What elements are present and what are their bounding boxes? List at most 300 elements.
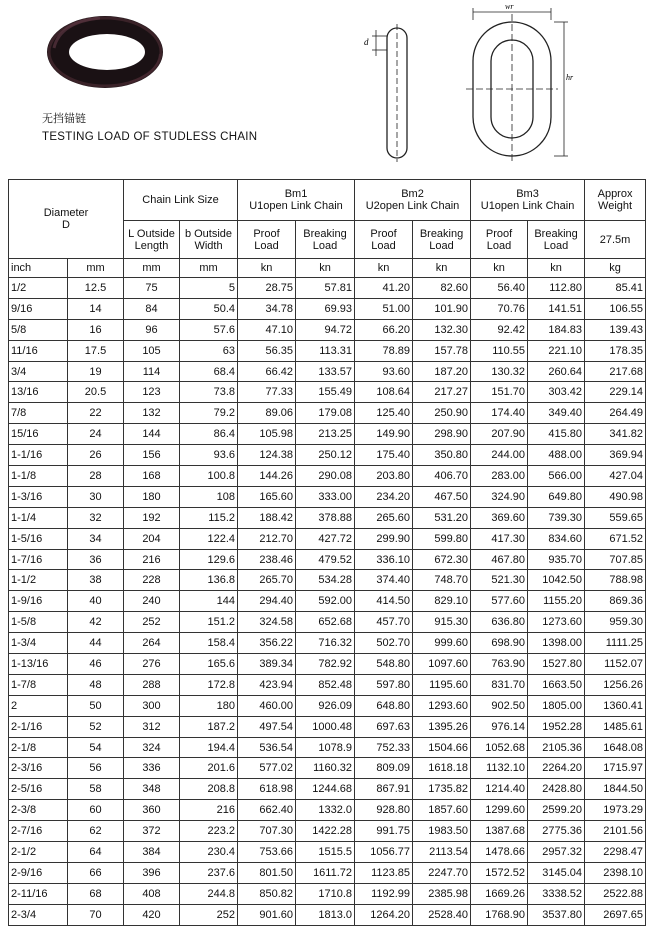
cell-mm: 48 [68, 674, 124, 695]
cell-mm: 40 [68, 591, 124, 612]
cell-weight: 369.94 [585, 445, 646, 466]
cell-weight: 1152.07 [585, 654, 646, 675]
cell-length: 123 [124, 382, 180, 403]
cell-inch: 1-1/16 [9, 445, 68, 466]
cell-width: 100.8 [180, 466, 238, 487]
cell-inch: 2-11/16 [9, 883, 68, 904]
table-row [9, 507, 646, 528]
cell-weight: 2101.56 [585, 821, 646, 842]
cell-width: 115.2 [180, 507, 238, 528]
cell-width: 63 [180, 340, 238, 361]
cell-length: 144 [124, 424, 180, 445]
cell-weight: 1256.26 [585, 674, 646, 695]
cell-bm3-breaking: 2105.36 [528, 737, 585, 758]
cell-bm2-breaking: 187.20 [413, 361, 471, 382]
cell-mm: 17.5 [68, 340, 124, 361]
cell-bm1-proof: 356.22 [238, 633, 296, 654]
cell-bm3-breaking: 349.40 [528, 403, 585, 424]
cell-width: 73.8 [180, 382, 238, 403]
table-row [9, 842, 646, 863]
cell-bm2-proof: 265.60 [355, 507, 413, 528]
cell-mm: 26 [68, 445, 124, 466]
cell-mm: 44 [68, 633, 124, 654]
cell-weight: 85.41 [585, 278, 646, 299]
cell-bm3-proof: 244.00 [471, 445, 528, 466]
cell-mm: 16 [68, 319, 124, 340]
cell-weight: 671.52 [585, 528, 646, 549]
cell-bm2-proof: 809.09 [355, 758, 413, 779]
table-row [9, 591, 646, 612]
cell-weight: 869.36 [585, 591, 646, 612]
cell-bm3-proof: 151.70 [471, 382, 528, 403]
cell-width: 244.8 [180, 883, 238, 904]
cell-mm: 66 [68, 862, 124, 883]
cell-bm2-breaking: 1983.50 [413, 821, 471, 842]
cell-inch: 5/8 [9, 319, 68, 340]
diameter-header: Diameter D [9, 180, 124, 259]
cell-width: 144 [180, 591, 238, 612]
unit-bm2-proof: kn [355, 259, 413, 278]
cell-inch: 1-3/4 [9, 633, 68, 654]
cell-bm1-proof: 47.10 [238, 319, 296, 340]
cell-bm2-proof: 548.80 [355, 654, 413, 675]
cell-length: 324 [124, 737, 180, 758]
table-row [9, 800, 646, 821]
cell-bm3-proof: 130.32 [471, 361, 528, 382]
table-row [9, 904, 646, 925]
cell-bm3-breaking: 649.80 [528, 486, 585, 507]
bm1-proof-header: Proof Load [238, 221, 296, 259]
cell-bm3-proof: 1052.68 [471, 737, 528, 758]
cell-bm1-proof: 850.82 [238, 883, 296, 904]
cell-bm2-breaking: 157.78 [413, 340, 471, 361]
cell-inch: 2-1/16 [9, 716, 68, 737]
cell-bm1-proof: 577.02 [238, 758, 296, 779]
table-row [9, 403, 646, 424]
cell-width: 216 [180, 800, 238, 821]
cell-bm1-breaking: 94.72 [296, 319, 355, 340]
cell-bm2-proof: 867.91 [355, 779, 413, 800]
bm2-header: Bm2 U2open Link Chain [355, 180, 471, 221]
cell-bm2-breaking: 1293.60 [413, 695, 471, 716]
cell-bm2-breaking: 748.70 [413, 570, 471, 591]
cell-length: 84 [124, 298, 180, 319]
cell-inch: 1-5/8 [9, 612, 68, 633]
table-row [9, 883, 646, 904]
cell-width: 57.6 [180, 319, 238, 340]
cell-bm2-proof: 1192.99 [355, 883, 413, 904]
cell-bm2-proof: 928.80 [355, 800, 413, 821]
cell-inch: 2-3/4 [9, 904, 68, 925]
cell-bm2-proof: 149.90 [355, 424, 413, 445]
cell-length: 228 [124, 570, 180, 591]
cell-bm3-proof: 1387.68 [471, 821, 528, 842]
cell-bm2-proof: 93.60 [355, 361, 413, 382]
cell-mm: 62 [68, 821, 124, 842]
cell-bm3-proof: 698.90 [471, 633, 528, 654]
table-row [9, 716, 646, 737]
cell-inch: 13/16 [9, 382, 68, 403]
bm3-header: Bm3 U1open Link Chain [471, 180, 585, 221]
cell-length: 396 [124, 862, 180, 883]
cell-mm: 38 [68, 570, 124, 591]
cell-bm2-breaking: 1097.60 [413, 654, 471, 675]
cell-bm3-breaking: 2599.20 [528, 800, 585, 821]
dim-d-label: d [364, 37, 369, 47]
cell-bm2-proof: 66.20 [355, 319, 413, 340]
cell-bm1-breaking: 213.25 [296, 424, 355, 445]
cell-bm3-breaking: 1273.60 [528, 612, 585, 633]
cell-bm1-breaking: 1000.48 [296, 716, 355, 737]
cell-length: 156 [124, 445, 180, 466]
cell-bm3-breaking: 415.80 [528, 424, 585, 445]
cell-bm1-proof: 34.78 [238, 298, 296, 319]
cell-bm2-breaking: 250.90 [413, 403, 471, 424]
cell-bm1-proof: 901.60 [238, 904, 296, 925]
cell-bm3-breaking: 488.00 [528, 445, 585, 466]
cell-bm1-proof: 265.70 [238, 570, 296, 591]
cell-width: 68.4 [180, 361, 238, 382]
cell-bm3-breaking: 2264.20 [528, 758, 585, 779]
cell-inch: 2-9/16 [9, 862, 68, 883]
width-header: b Outside Width [180, 221, 238, 259]
bm1-breaking-header: Breaking Load [296, 221, 355, 259]
cell-bm3-proof: 1478.66 [471, 842, 528, 863]
cell-bm2-proof: 697.63 [355, 716, 413, 737]
cell-weight: 2298.47 [585, 842, 646, 863]
cell-bm3-breaking: 1398.00 [528, 633, 585, 654]
cell-bm2-breaking: 101.90 [413, 298, 471, 319]
side-view [372, 24, 407, 162]
cell-mm: 58 [68, 779, 124, 800]
table-row [9, 758, 646, 779]
cell-bm3-breaking: 566.00 [528, 466, 585, 487]
cell-inch: 2-1/8 [9, 737, 68, 758]
cell-weight: 959.30 [585, 612, 646, 633]
cell-bm1-breaking: 652.68 [296, 612, 355, 633]
cell-bm1-proof: 28.75 [238, 278, 296, 299]
cell-length: 168 [124, 466, 180, 487]
cell-bm1-breaking: 1611.72 [296, 862, 355, 883]
cell-width: 165.6 [180, 654, 238, 675]
cell-bm2-proof: 299.90 [355, 528, 413, 549]
cell-bm2-proof: 1264.20 [355, 904, 413, 925]
cell-bm3-breaking: 1952.28 [528, 716, 585, 737]
cell-length: 204 [124, 528, 180, 549]
cell-bm1-breaking: 113.31 [296, 340, 355, 361]
cell-bm1-proof: 165.60 [238, 486, 296, 507]
table-row [9, 382, 646, 403]
cell-mm: 19 [68, 361, 124, 382]
unit-mm: mm [68, 259, 124, 278]
cell-bm3-breaking: 1527.80 [528, 654, 585, 675]
cell-bm2-proof: 648.80 [355, 695, 413, 716]
cell-bm1-proof: 460.00 [238, 695, 296, 716]
cell-weight: 1111.25 [585, 633, 646, 654]
units-row [9, 259, 646, 278]
cell-bm3-breaking: 303.42 [528, 382, 585, 403]
cell-bm3-breaking: 2775.36 [528, 821, 585, 842]
cell-bm2-proof: 108.64 [355, 382, 413, 403]
cell-length: 276 [124, 654, 180, 675]
cell-bm2-proof: 752.33 [355, 737, 413, 758]
cell-bm1-breaking: 1078.9 [296, 737, 355, 758]
cell-width: 172.8 [180, 674, 238, 695]
cell-bm2-breaking: 1735.82 [413, 779, 471, 800]
cell-width: 93.6 [180, 445, 238, 466]
cell-inch: 15/16 [9, 424, 68, 445]
table-row [9, 821, 646, 842]
bm2-breaking-header: Breaking Load [413, 221, 471, 259]
cell-inch: 7/8 [9, 403, 68, 424]
cell-bm3-breaking: 1663.50 [528, 674, 585, 695]
bm3-proof-header: Proof Load [471, 221, 528, 259]
chinese-title: 无挡锚链 [42, 112, 86, 125]
cell-length: 75 [124, 278, 180, 299]
cell-bm1-breaking: 716.32 [296, 633, 355, 654]
cell-bm3-breaking: 1155.20 [528, 591, 585, 612]
cell-length: 384 [124, 842, 180, 863]
cell-inch: 1-1/8 [9, 466, 68, 487]
cell-inch: 3/4 [9, 361, 68, 382]
cell-weight: 2697.65 [585, 904, 646, 925]
cell-bm2-breaking: 2528.40 [413, 904, 471, 925]
cell-bm3-proof: 1669.26 [471, 883, 528, 904]
cell-bm3-proof: 521.30 [471, 570, 528, 591]
cell-inch: 1-9/16 [9, 591, 68, 612]
cell-bm1-breaking: 926.09 [296, 695, 355, 716]
cell-bm1-breaking: 592.00 [296, 591, 355, 612]
cell-length: 312 [124, 716, 180, 737]
table-row [9, 340, 646, 361]
front-view [466, 8, 568, 162]
cell-bm3-breaking: 834.60 [528, 528, 585, 549]
cell-bm1-breaking: 69.93 [296, 298, 355, 319]
cell-bm1-breaking: 479.52 [296, 549, 355, 570]
cell-bm2-proof: 502.70 [355, 633, 413, 654]
bm2-proof-header: Proof Load [355, 221, 413, 259]
cell-inch: 2 [9, 695, 68, 716]
cell-bm3-proof: 1132.10 [471, 758, 528, 779]
cell-weight: 1485.61 [585, 716, 646, 737]
cell-bm2-breaking: 467.50 [413, 486, 471, 507]
cell-length: 96 [124, 319, 180, 340]
cell-bm2-proof: 175.40 [355, 445, 413, 466]
cell-bm1-proof: 423.94 [238, 674, 296, 695]
cell-bm3-breaking: 2957.32 [528, 842, 585, 863]
cell-inch: 1/2 [9, 278, 68, 299]
cell-inch: 1-7/8 [9, 674, 68, 695]
cell-bm3-proof: 56.40 [471, 278, 528, 299]
per-length-header: 27.5m [585, 221, 646, 259]
cell-bm3-proof: 70.76 [471, 298, 528, 319]
cell-width: 129.6 [180, 549, 238, 570]
cell-mm: 34 [68, 528, 124, 549]
table-row [9, 278, 646, 299]
cell-width: 108 [180, 486, 238, 507]
cell-bm2-proof: 1056.77 [355, 842, 413, 863]
cell-width: 50.4 [180, 298, 238, 319]
chain-link-photo [40, 8, 170, 98]
cell-mm: 14 [68, 298, 124, 319]
cell-bm1-proof: 324.58 [238, 612, 296, 633]
cell-length: 105 [124, 340, 180, 361]
cell-weight: 106.55 [585, 298, 646, 319]
cell-bm1-proof: 56.35 [238, 340, 296, 361]
cell-bm1-breaking: 1813.0 [296, 904, 355, 925]
cell-weight: 2522.88 [585, 883, 646, 904]
cell-bm2-proof: 991.75 [355, 821, 413, 842]
cell-bm1-breaking: 1332.0 [296, 800, 355, 821]
cell-mm: 50 [68, 695, 124, 716]
cell-bm3-proof: 369.60 [471, 507, 528, 528]
cell-bm2-breaking: 82.60 [413, 278, 471, 299]
cell-bm1-proof: 77.33 [238, 382, 296, 403]
cell-weight: 217.68 [585, 361, 646, 382]
cell-width: 223.2 [180, 821, 238, 842]
dim-h-label: hr [566, 73, 574, 82]
cell-bm3-proof: 831.70 [471, 674, 528, 695]
unit-weight: kg [585, 259, 646, 278]
cell-bm3-proof: 324.90 [471, 486, 528, 507]
unit-bm3-proof: kn [471, 259, 528, 278]
dim-w-label: wr [505, 2, 514, 11]
english-title: TESTING LOAD OF STUDLESS CHAIN [42, 131, 258, 143]
cell-bm2-breaking: 2385.98 [413, 883, 471, 904]
cell-bm2-proof: 336.10 [355, 549, 413, 570]
cell-bm3-proof: 763.90 [471, 654, 528, 675]
cell-length: 240 [124, 591, 180, 612]
chain-spec-table [8, 179, 646, 926]
cell-bm3-proof: 467.80 [471, 549, 528, 570]
table-row [9, 549, 646, 570]
cell-bm1-proof: 212.70 [238, 528, 296, 549]
table-row [9, 612, 646, 633]
table-row [9, 674, 646, 695]
cell-mm: 70 [68, 904, 124, 925]
cell-length: 114 [124, 361, 180, 382]
cell-length: 216 [124, 549, 180, 570]
cell-inch: 1-1/4 [9, 507, 68, 528]
cell-bm2-proof: 1123.85 [355, 862, 413, 883]
bm1-header: Bm1 U1open Link Chain [238, 180, 355, 221]
table-body [9, 180, 646, 926]
cell-bm1-proof: 294.40 [238, 591, 296, 612]
cell-bm3-proof: 1214.40 [471, 779, 528, 800]
cell-bm1-breaking: 427.72 [296, 528, 355, 549]
cell-mm: 30 [68, 486, 124, 507]
cell-length: 372 [124, 821, 180, 842]
cell-inch: 11/16 [9, 340, 68, 361]
cell-weight: 1648.08 [585, 737, 646, 758]
cell-bm1-proof: 707.30 [238, 821, 296, 842]
cell-bm2-proof: 457.70 [355, 612, 413, 633]
unit-inch: inch [9, 259, 68, 278]
cell-width: 187.2 [180, 716, 238, 737]
cell-bm3-breaking: 3145.04 [528, 862, 585, 883]
cell-inch: 2-5/16 [9, 779, 68, 800]
cell-inch: 1-3/16 [9, 486, 68, 507]
table-row [9, 528, 646, 549]
cell-width: 158.4 [180, 633, 238, 654]
cell-bm2-breaking: 1195.60 [413, 674, 471, 695]
length-header: L Outside Length [124, 221, 180, 259]
cell-width: 136.8 [180, 570, 238, 591]
cell-bm3-breaking: 739.30 [528, 507, 585, 528]
cell-bm1-proof: 105.98 [238, 424, 296, 445]
cell-weight: 427.04 [585, 466, 646, 487]
unit-length: mm [124, 259, 180, 278]
cell-bm3-proof: 110.55 [471, 340, 528, 361]
cell-weight: 788.98 [585, 570, 646, 591]
cell-bm2-breaking: 829.10 [413, 591, 471, 612]
cell-weight: 229.14 [585, 382, 646, 403]
cell-bm3-breaking: 112.80 [528, 278, 585, 299]
cell-bm2-proof: 51.00 [355, 298, 413, 319]
cell-bm3-proof: 283.00 [471, 466, 528, 487]
cell-bm3-proof: 976.14 [471, 716, 528, 737]
cell-length: 348 [124, 779, 180, 800]
cell-width: 230.4 [180, 842, 238, 863]
cell-mm: 56 [68, 758, 124, 779]
cell-width: 86.4 [180, 424, 238, 445]
cell-bm1-breaking: 155.49 [296, 382, 355, 403]
cell-bm2-breaking: 1504.66 [413, 737, 471, 758]
cell-length: 192 [124, 507, 180, 528]
cell-bm3-proof: 577.60 [471, 591, 528, 612]
cell-weight: 559.65 [585, 507, 646, 528]
cell-bm2-breaking: 1395.26 [413, 716, 471, 737]
cell-bm1-breaking: 57.81 [296, 278, 355, 299]
unit-bm1-proof: kn [238, 259, 296, 278]
cell-bm2-breaking: 599.80 [413, 528, 471, 549]
cell-width: 252 [180, 904, 238, 925]
unit-bm2-breaking: kn [413, 259, 471, 278]
cell-bm2-breaking: 406.70 [413, 466, 471, 487]
cell-bm2-breaking: 2113.54 [413, 842, 471, 863]
unit-bm3-breaking: kn [528, 259, 585, 278]
cell-bm1-breaking: 1515.5 [296, 842, 355, 863]
unit-bm1-breaking: kn [296, 259, 355, 278]
cell-weight: 490.98 [585, 486, 646, 507]
cell-length: 336 [124, 758, 180, 779]
cell-bm1-breaking: 250.12 [296, 445, 355, 466]
cell-bm1-breaking: 1710.8 [296, 883, 355, 904]
cell-bm1-breaking: 1422.28 [296, 821, 355, 842]
cell-bm3-proof: 1768.90 [471, 904, 528, 925]
cell-bm3-breaking: 221.10 [528, 340, 585, 361]
cell-inch: 1-5/16 [9, 528, 68, 549]
cell-weight: 341.82 [585, 424, 646, 445]
cell-bm3-breaking: 184.83 [528, 319, 585, 340]
cell-mm: 20.5 [68, 382, 124, 403]
cell-bm2-proof: 234.20 [355, 486, 413, 507]
cell-bm3-breaking: 1805.00 [528, 695, 585, 716]
cell-weight: 264.49 [585, 403, 646, 424]
cell-mm: 42 [68, 612, 124, 633]
cell-weight: 139.43 [585, 319, 646, 340]
cell-width: 208.8 [180, 779, 238, 800]
cell-bm1-proof: 536.54 [238, 737, 296, 758]
cell-width: 180 [180, 695, 238, 716]
cell-weight: 1360.41 [585, 695, 646, 716]
cell-length: 288 [124, 674, 180, 695]
cell-bm2-proof: 597.80 [355, 674, 413, 695]
cell-bm1-proof: 124.38 [238, 445, 296, 466]
cell-mm: 24 [68, 424, 124, 445]
cell-bm2-breaking: 217.27 [413, 382, 471, 403]
cell-bm3-breaking: 2428.80 [528, 779, 585, 800]
